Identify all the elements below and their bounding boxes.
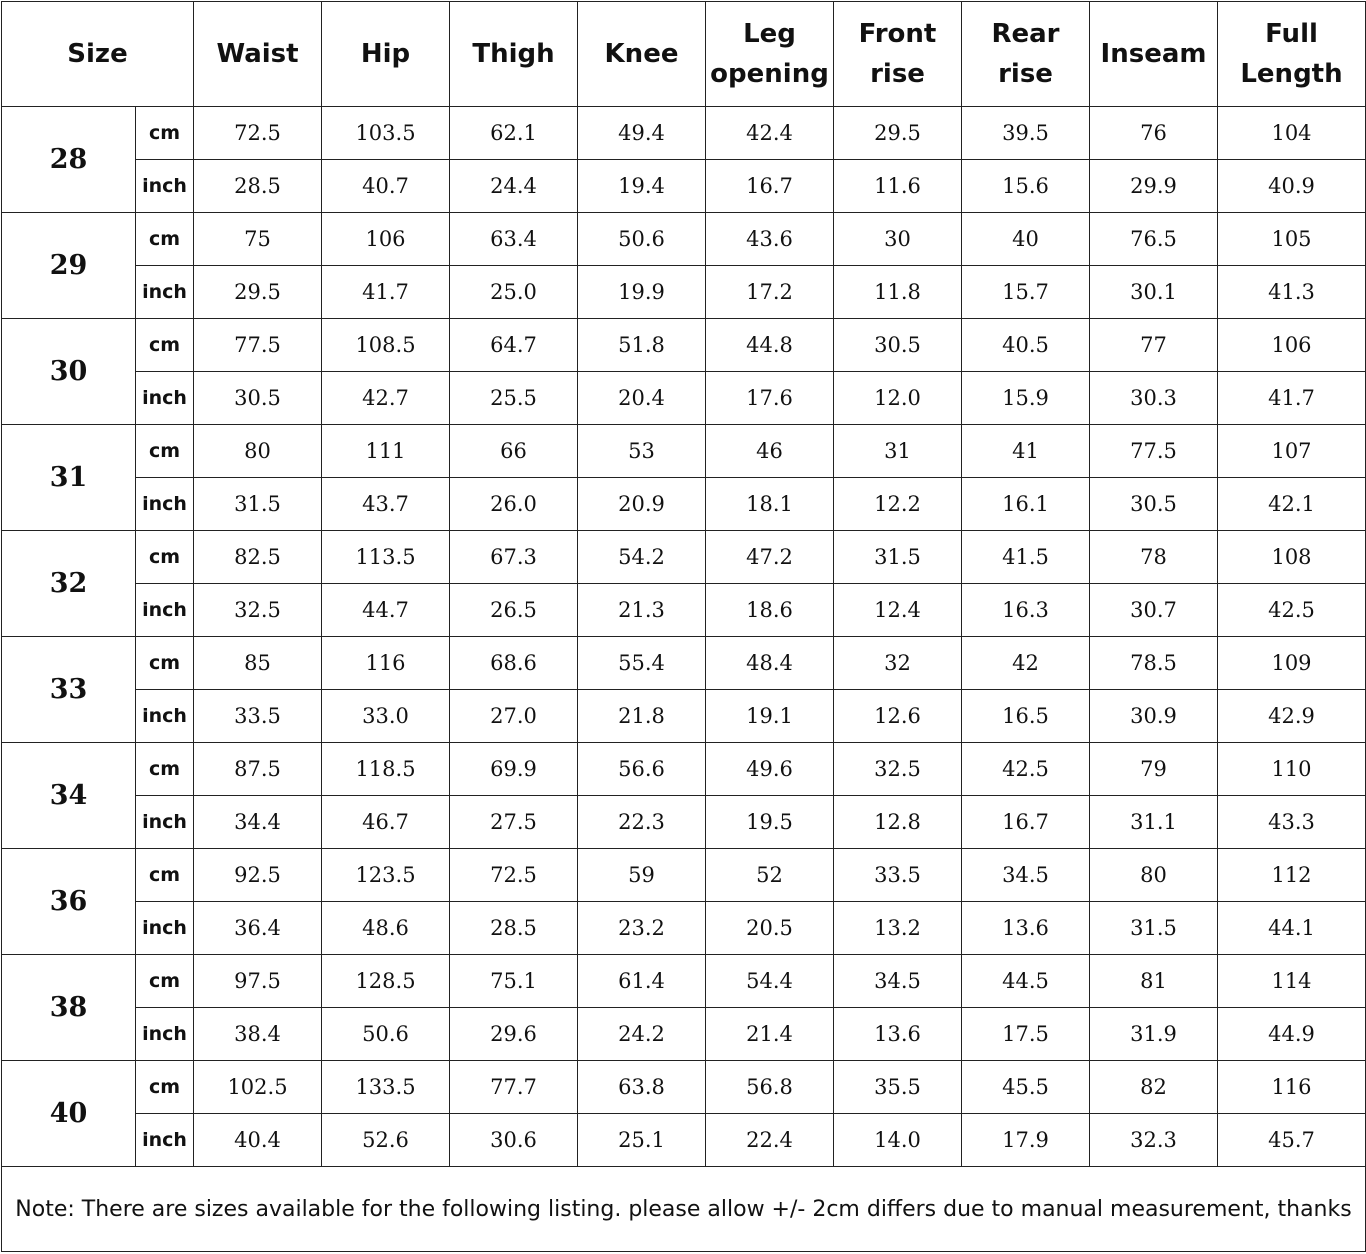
inch-value-cell: 30.1 xyxy=(1090,266,1218,319)
cm-value-cell: 114 xyxy=(1218,955,1366,1008)
column-header-line: rise xyxy=(870,59,925,89)
unit-label-cm: cm xyxy=(136,1061,194,1114)
column-header-line: Hip xyxy=(360,39,411,69)
table-body xyxy=(2,107,1366,1167)
table-row xyxy=(2,690,1366,743)
inch-value-cell: 42.9 xyxy=(1218,690,1366,743)
inch-value-cell: 22.3 xyxy=(578,796,706,849)
unit-label-inch: inch xyxy=(136,266,194,319)
cm-value-cell: 56.8 xyxy=(706,1061,834,1114)
inch-value-cell: 41.3 xyxy=(1218,266,1366,319)
unit-label-inch: inch xyxy=(136,1114,194,1167)
cm-value-cell: 116 xyxy=(1218,1061,1366,1114)
inch-value-cell: 38.4 xyxy=(194,1008,322,1061)
inch-value-cell: 32.3 xyxy=(1090,1114,1218,1167)
inch-value-cell: 41.7 xyxy=(322,266,450,319)
cm-value-cell: 72.5 xyxy=(194,107,322,160)
inch-value-cell: 13.6 xyxy=(834,1008,962,1061)
inch-value-cell: 45.7 xyxy=(1218,1114,1366,1167)
inch-value-cell: 30.5 xyxy=(1090,478,1218,531)
cm-value-cell: 44.8 xyxy=(706,319,834,372)
column-header xyxy=(194,2,322,107)
size-label: 40 xyxy=(2,1061,136,1167)
inch-value-cell: 34.4 xyxy=(194,796,322,849)
inch-value-cell: 12.2 xyxy=(834,478,962,531)
column-header-line: Waist xyxy=(216,39,299,69)
cm-value-cell: 54.4 xyxy=(706,955,834,1008)
cm-value-cell: 97.5 xyxy=(194,955,322,1008)
cm-value-cell: 105 xyxy=(1218,213,1366,266)
column-header xyxy=(1090,2,1218,107)
cm-value-cell: 128.5 xyxy=(322,955,450,1008)
cm-value-cell: 111 xyxy=(322,425,450,478)
inch-value-cell: 21.8 xyxy=(578,690,706,743)
table-row xyxy=(2,531,1366,584)
cm-value-cell: 102.5 xyxy=(194,1061,322,1114)
inch-value-cell: 16.7 xyxy=(962,796,1090,849)
cm-value-cell: 31 xyxy=(834,425,962,478)
cm-value-cell: 75 xyxy=(194,213,322,266)
inch-value-cell: 18.1 xyxy=(706,478,834,531)
inch-value-cell: 43.3 xyxy=(1218,796,1366,849)
cm-value-cell: 79 xyxy=(1090,743,1218,796)
inch-value-cell: 20.5 xyxy=(706,902,834,955)
inch-value-cell: 40.9 xyxy=(1218,160,1366,213)
inch-value-cell: 50.6 xyxy=(322,1008,450,1061)
unit-label-cm: cm xyxy=(136,637,194,690)
cm-value-cell: 77.7 xyxy=(450,1061,578,1114)
cm-value-cell: 103.5 xyxy=(322,107,450,160)
table-row xyxy=(2,425,1366,478)
cm-value-cell: 30 xyxy=(834,213,962,266)
note-text: Note: There are sizes available for the following listing. please allow +/- 2cm differs due to manual measurement, thanks xyxy=(2,1167,1366,1252)
cm-value-cell: 106 xyxy=(1218,319,1366,372)
inch-value-cell: 44.7 xyxy=(322,584,450,637)
cm-value-cell: 42.5 xyxy=(962,743,1090,796)
cm-value-cell: 49.4 xyxy=(578,107,706,160)
table-row xyxy=(2,796,1366,849)
unit-label-inch: inch xyxy=(136,902,194,955)
cm-value-cell: 108.5 xyxy=(322,319,450,372)
cm-value-cell: 56.6 xyxy=(578,743,706,796)
inch-value-cell: 40.7 xyxy=(322,160,450,213)
inch-value-cell: 17.2 xyxy=(706,266,834,319)
table-row xyxy=(2,266,1366,319)
cm-value-cell: 50.6 xyxy=(578,213,706,266)
column-header-line: opening xyxy=(710,59,829,89)
inch-value-cell: 33.0 xyxy=(322,690,450,743)
size-label: 28 xyxy=(2,107,136,213)
size-chart-table xyxy=(1,1,1366,1252)
column-header xyxy=(962,2,1090,107)
inch-value-cell: 29.9 xyxy=(1090,160,1218,213)
column-header xyxy=(1218,2,1366,107)
cm-value-cell: 76 xyxy=(1090,107,1218,160)
size-label: 31 xyxy=(2,425,136,531)
cm-value-cell: 116 xyxy=(322,637,450,690)
table-row xyxy=(2,319,1366,372)
size-label: 32 xyxy=(2,531,136,637)
column-header xyxy=(706,2,834,107)
unit-label-inch: inch xyxy=(136,372,194,425)
inch-value-cell: 19.4 xyxy=(578,160,706,213)
inch-value-cell: 52.6 xyxy=(322,1114,450,1167)
inch-value-cell: 17.5 xyxy=(962,1008,1090,1061)
cm-value-cell: 68.6 xyxy=(450,637,578,690)
inch-value-cell: 28.5 xyxy=(194,160,322,213)
cm-value-cell: 41.5 xyxy=(962,531,1090,584)
size-label: 36 xyxy=(2,849,136,955)
cm-value-cell: 52 xyxy=(706,849,834,902)
cm-value-cell: 35.5 xyxy=(834,1061,962,1114)
inch-value-cell: 42.5 xyxy=(1218,584,1366,637)
cm-value-cell: 54.2 xyxy=(578,531,706,584)
inch-value-cell: 28.5 xyxy=(450,902,578,955)
cm-value-cell: 76.5 xyxy=(1090,213,1218,266)
cm-value-cell: 118.5 xyxy=(322,743,450,796)
size-label: 29 xyxy=(2,213,136,319)
cm-value-cell: 75.1 xyxy=(450,955,578,1008)
table-row xyxy=(2,955,1366,1008)
cm-value-cell: 45.5 xyxy=(962,1061,1090,1114)
inch-value-cell: 31.5 xyxy=(194,478,322,531)
inch-value-cell: 30.7 xyxy=(1090,584,1218,637)
unit-label-inch: inch xyxy=(136,478,194,531)
column-header-line: Inseam xyxy=(1100,39,1207,69)
unit-label-inch: inch xyxy=(136,690,194,743)
inch-value-cell: 17.6 xyxy=(706,372,834,425)
cm-value-cell: 55.4 xyxy=(578,637,706,690)
unit-label-cm: cm xyxy=(136,107,194,160)
column-header-line: Rear rise xyxy=(991,19,1060,89)
cm-value-cell: 108 xyxy=(1218,531,1366,584)
inch-value-cell: 25.0 xyxy=(450,266,578,319)
cm-value-cell: 32.5 xyxy=(834,743,962,796)
inch-value-cell: 24.2 xyxy=(578,1008,706,1061)
inch-value-cell: 20.9 xyxy=(578,478,706,531)
cm-value-cell: 85 xyxy=(194,637,322,690)
size-header: Size xyxy=(2,2,194,107)
column-header-line: Front xyxy=(858,19,937,49)
cm-value-cell: 133.5 xyxy=(322,1061,450,1114)
table-row xyxy=(2,637,1366,690)
table-row xyxy=(2,213,1366,266)
cm-value-cell: 110 xyxy=(1218,743,1366,796)
cm-value-cell: 63.4 xyxy=(450,213,578,266)
cm-value-cell: 44.5 xyxy=(962,955,1090,1008)
cm-value-cell: 33.5 xyxy=(834,849,962,902)
cm-value-cell: 69.9 xyxy=(450,743,578,796)
cm-value-cell: 80 xyxy=(1090,849,1218,902)
inch-value-cell: 19.1 xyxy=(706,690,834,743)
inch-value-cell: 12.4 xyxy=(834,584,962,637)
column-header xyxy=(578,2,706,107)
cm-value-cell: 42 xyxy=(962,637,1090,690)
cm-value-cell: 107 xyxy=(1218,425,1366,478)
unit-label-cm: cm xyxy=(136,531,194,584)
column-header xyxy=(834,2,962,107)
cm-value-cell: 63.8 xyxy=(578,1061,706,1114)
cm-value-cell: 72.5 xyxy=(450,849,578,902)
inch-value-cell: 12.0 xyxy=(834,372,962,425)
column-header-line: Knee xyxy=(604,39,679,69)
inch-value-cell: 18.6 xyxy=(706,584,834,637)
cm-value-cell: 29.5 xyxy=(834,107,962,160)
cm-value-cell: 78.5 xyxy=(1090,637,1218,690)
cm-value-cell: 61.4 xyxy=(578,955,706,1008)
inch-value-cell: 31.1 xyxy=(1090,796,1218,849)
inch-value-cell: 27.5 xyxy=(450,796,578,849)
table-row xyxy=(2,160,1366,213)
cm-value-cell: 106 xyxy=(322,213,450,266)
table-row xyxy=(2,107,1366,160)
inch-value-cell: 29.5 xyxy=(194,266,322,319)
inch-value-cell: 33.5 xyxy=(194,690,322,743)
inch-value-cell: 16.7 xyxy=(706,160,834,213)
inch-value-cell: 21.3 xyxy=(578,584,706,637)
inch-value-cell: 20.4 xyxy=(578,372,706,425)
inch-value-cell: 25.1 xyxy=(578,1114,706,1167)
inch-value-cell: 31.9 xyxy=(1090,1008,1218,1061)
inch-value-cell: 12.8 xyxy=(834,796,962,849)
cm-value-cell: 43.6 xyxy=(706,213,834,266)
cm-value-cell: 123.5 xyxy=(322,849,450,902)
inch-value-cell: 32.5 xyxy=(194,584,322,637)
cm-value-cell: 104 xyxy=(1218,107,1366,160)
cm-value-cell: 109 xyxy=(1218,637,1366,690)
cm-value-cell: 82 xyxy=(1090,1061,1218,1114)
unit-label-cm: cm xyxy=(136,425,194,478)
cm-value-cell: 112 xyxy=(1218,849,1366,902)
table-row xyxy=(2,1008,1366,1061)
cm-value-cell: 82.5 xyxy=(194,531,322,584)
cm-value-cell: 42.4 xyxy=(706,107,834,160)
cm-value-cell: 62.1 xyxy=(450,107,578,160)
table-row xyxy=(2,584,1366,637)
inch-value-cell: 30.3 xyxy=(1090,372,1218,425)
cm-value-cell: 113.5 xyxy=(322,531,450,584)
inch-value-cell: 21.4 xyxy=(706,1008,834,1061)
unit-label-cm: cm xyxy=(136,213,194,266)
table-row xyxy=(2,902,1366,955)
cm-value-cell: 51.8 xyxy=(578,319,706,372)
size-label: 30 xyxy=(2,319,136,425)
inch-value-cell: 13.6 xyxy=(962,902,1090,955)
inch-value-cell: 44.1 xyxy=(1218,902,1366,955)
table-row xyxy=(2,849,1366,902)
inch-value-cell: 26.5 xyxy=(450,584,578,637)
cm-value-cell: 77 xyxy=(1090,319,1218,372)
inch-value-cell: 11.6 xyxy=(834,160,962,213)
inch-value-cell: 30.5 xyxy=(194,372,322,425)
table-row xyxy=(2,743,1366,796)
inch-value-cell: 23.2 xyxy=(578,902,706,955)
inch-value-cell: 42.1 xyxy=(1218,478,1366,531)
cm-value-cell: 77.5 xyxy=(194,319,322,372)
cm-value-cell: 78 xyxy=(1090,531,1218,584)
inch-value-cell: 42.7 xyxy=(322,372,450,425)
inch-value-cell: 30.9 xyxy=(1090,690,1218,743)
cm-value-cell: 41 xyxy=(962,425,1090,478)
inch-value-cell: 46.7 xyxy=(322,796,450,849)
cm-value-cell: 81 xyxy=(1090,955,1218,1008)
table-row xyxy=(2,478,1366,531)
unit-label-cm: cm xyxy=(136,955,194,1008)
table-row xyxy=(2,1114,1366,1167)
inch-value-cell: 15.7 xyxy=(962,266,1090,319)
header-row xyxy=(2,2,1366,107)
inch-value-cell: 16.5 xyxy=(962,690,1090,743)
cm-value-cell: 47.2 xyxy=(706,531,834,584)
inch-value-cell: 25.5 xyxy=(450,372,578,425)
unit-label-inch: inch xyxy=(136,160,194,213)
inch-value-cell: 11.8 xyxy=(834,266,962,319)
size-label: 34 xyxy=(2,743,136,849)
table-row xyxy=(2,372,1366,425)
inch-value-cell: 24.4 xyxy=(450,160,578,213)
inch-value-cell: 16.1 xyxy=(962,478,1090,531)
cm-value-cell: 34.5 xyxy=(962,849,1090,902)
cm-value-cell: 46 xyxy=(706,425,834,478)
inch-value-cell: 41.7 xyxy=(1218,372,1366,425)
table-row xyxy=(2,1061,1366,1114)
cm-value-cell: 77.5 xyxy=(1090,425,1218,478)
unit-label-inch: inch xyxy=(136,796,194,849)
inch-value-cell: 12.6 xyxy=(834,690,962,743)
inch-value-cell: 15.6 xyxy=(962,160,1090,213)
column-header-line: Leg xyxy=(743,19,796,49)
cm-value-cell: 48.4 xyxy=(706,637,834,690)
unit-label-cm: cm xyxy=(136,849,194,902)
cm-value-cell: 40 xyxy=(962,213,1090,266)
column-header xyxy=(450,2,578,107)
inch-value-cell: 48.6 xyxy=(322,902,450,955)
unit-label-inch: inch xyxy=(136,1008,194,1061)
inch-value-cell: 30.6 xyxy=(450,1114,578,1167)
cm-value-cell: 92.5 xyxy=(194,849,322,902)
size-label: 33 xyxy=(2,637,136,743)
column-header-line: Thigh xyxy=(472,39,555,69)
inch-value-cell: 44.9 xyxy=(1218,1008,1366,1061)
column-header-line: Length xyxy=(1240,59,1343,89)
inch-value-cell: 13.2 xyxy=(834,902,962,955)
inch-value-cell: 36.4 xyxy=(194,902,322,955)
size-label: 38 xyxy=(2,955,136,1061)
inch-value-cell: 16.3 xyxy=(962,584,1090,637)
column-header-line: Full xyxy=(1265,19,1318,49)
inch-value-cell: 29.6 xyxy=(450,1008,578,1061)
cm-value-cell: 87.5 xyxy=(194,743,322,796)
inch-value-cell: 43.7 xyxy=(322,478,450,531)
inch-value-cell: 40.4 xyxy=(194,1114,322,1167)
cm-value-cell: 67.3 xyxy=(450,531,578,584)
inch-value-cell: 17.9 xyxy=(962,1114,1090,1167)
inch-value-cell: 15.9 xyxy=(962,372,1090,425)
cm-value-cell: 39.5 xyxy=(962,107,1090,160)
cm-value-cell: 49.6 xyxy=(706,743,834,796)
inch-value-cell: 19.9 xyxy=(578,266,706,319)
unit-label-inch: inch xyxy=(136,584,194,637)
unit-label-cm: cm xyxy=(136,319,194,372)
note-row xyxy=(2,1167,1366,1252)
cm-value-cell: 34.5 xyxy=(834,955,962,1008)
inch-value-cell: 31.5 xyxy=(1090,902,1218,955)
cm-value-cell: 53 xyxy=(578,425,706,478)
cm-value-cell: 64.7 xyxy=(450,319,578,372)
cm-value-cell: 66 xyxy=(450,425,578,478)
cm-value-cell: 59 xyxy=(578,849,706,902)
inch-value-cell: 27.0 xyxy=(450,690,578,743)
inch-value-cell: 19.5 xyxy=(706,796,834,849)
unit-label-cm: cm xyxy=(136,743,194,796)
cm-value-cell: 80 xyxy=(194,425,322,478)
inch-value-cell: 14.0 xyxy=(834,1114,962,1167)
cm-value-cell: 40.5 xyxy=(962,319,1090,372)
cm-value-cell: 31.5 xyxy=(834,531,962,584)
inch-value-cell: 26.0 xyxy=(450,478,578,531)
cm-value-cell: 30.5 xyxy=(834,319,962,372)
column-header xyxy=(322,2,450,107)
cm-value-cell: 32 xyxy=(834,637,962,690)
inch-value-cell: 22.4 xyxy=(706,1114,834,1167)
